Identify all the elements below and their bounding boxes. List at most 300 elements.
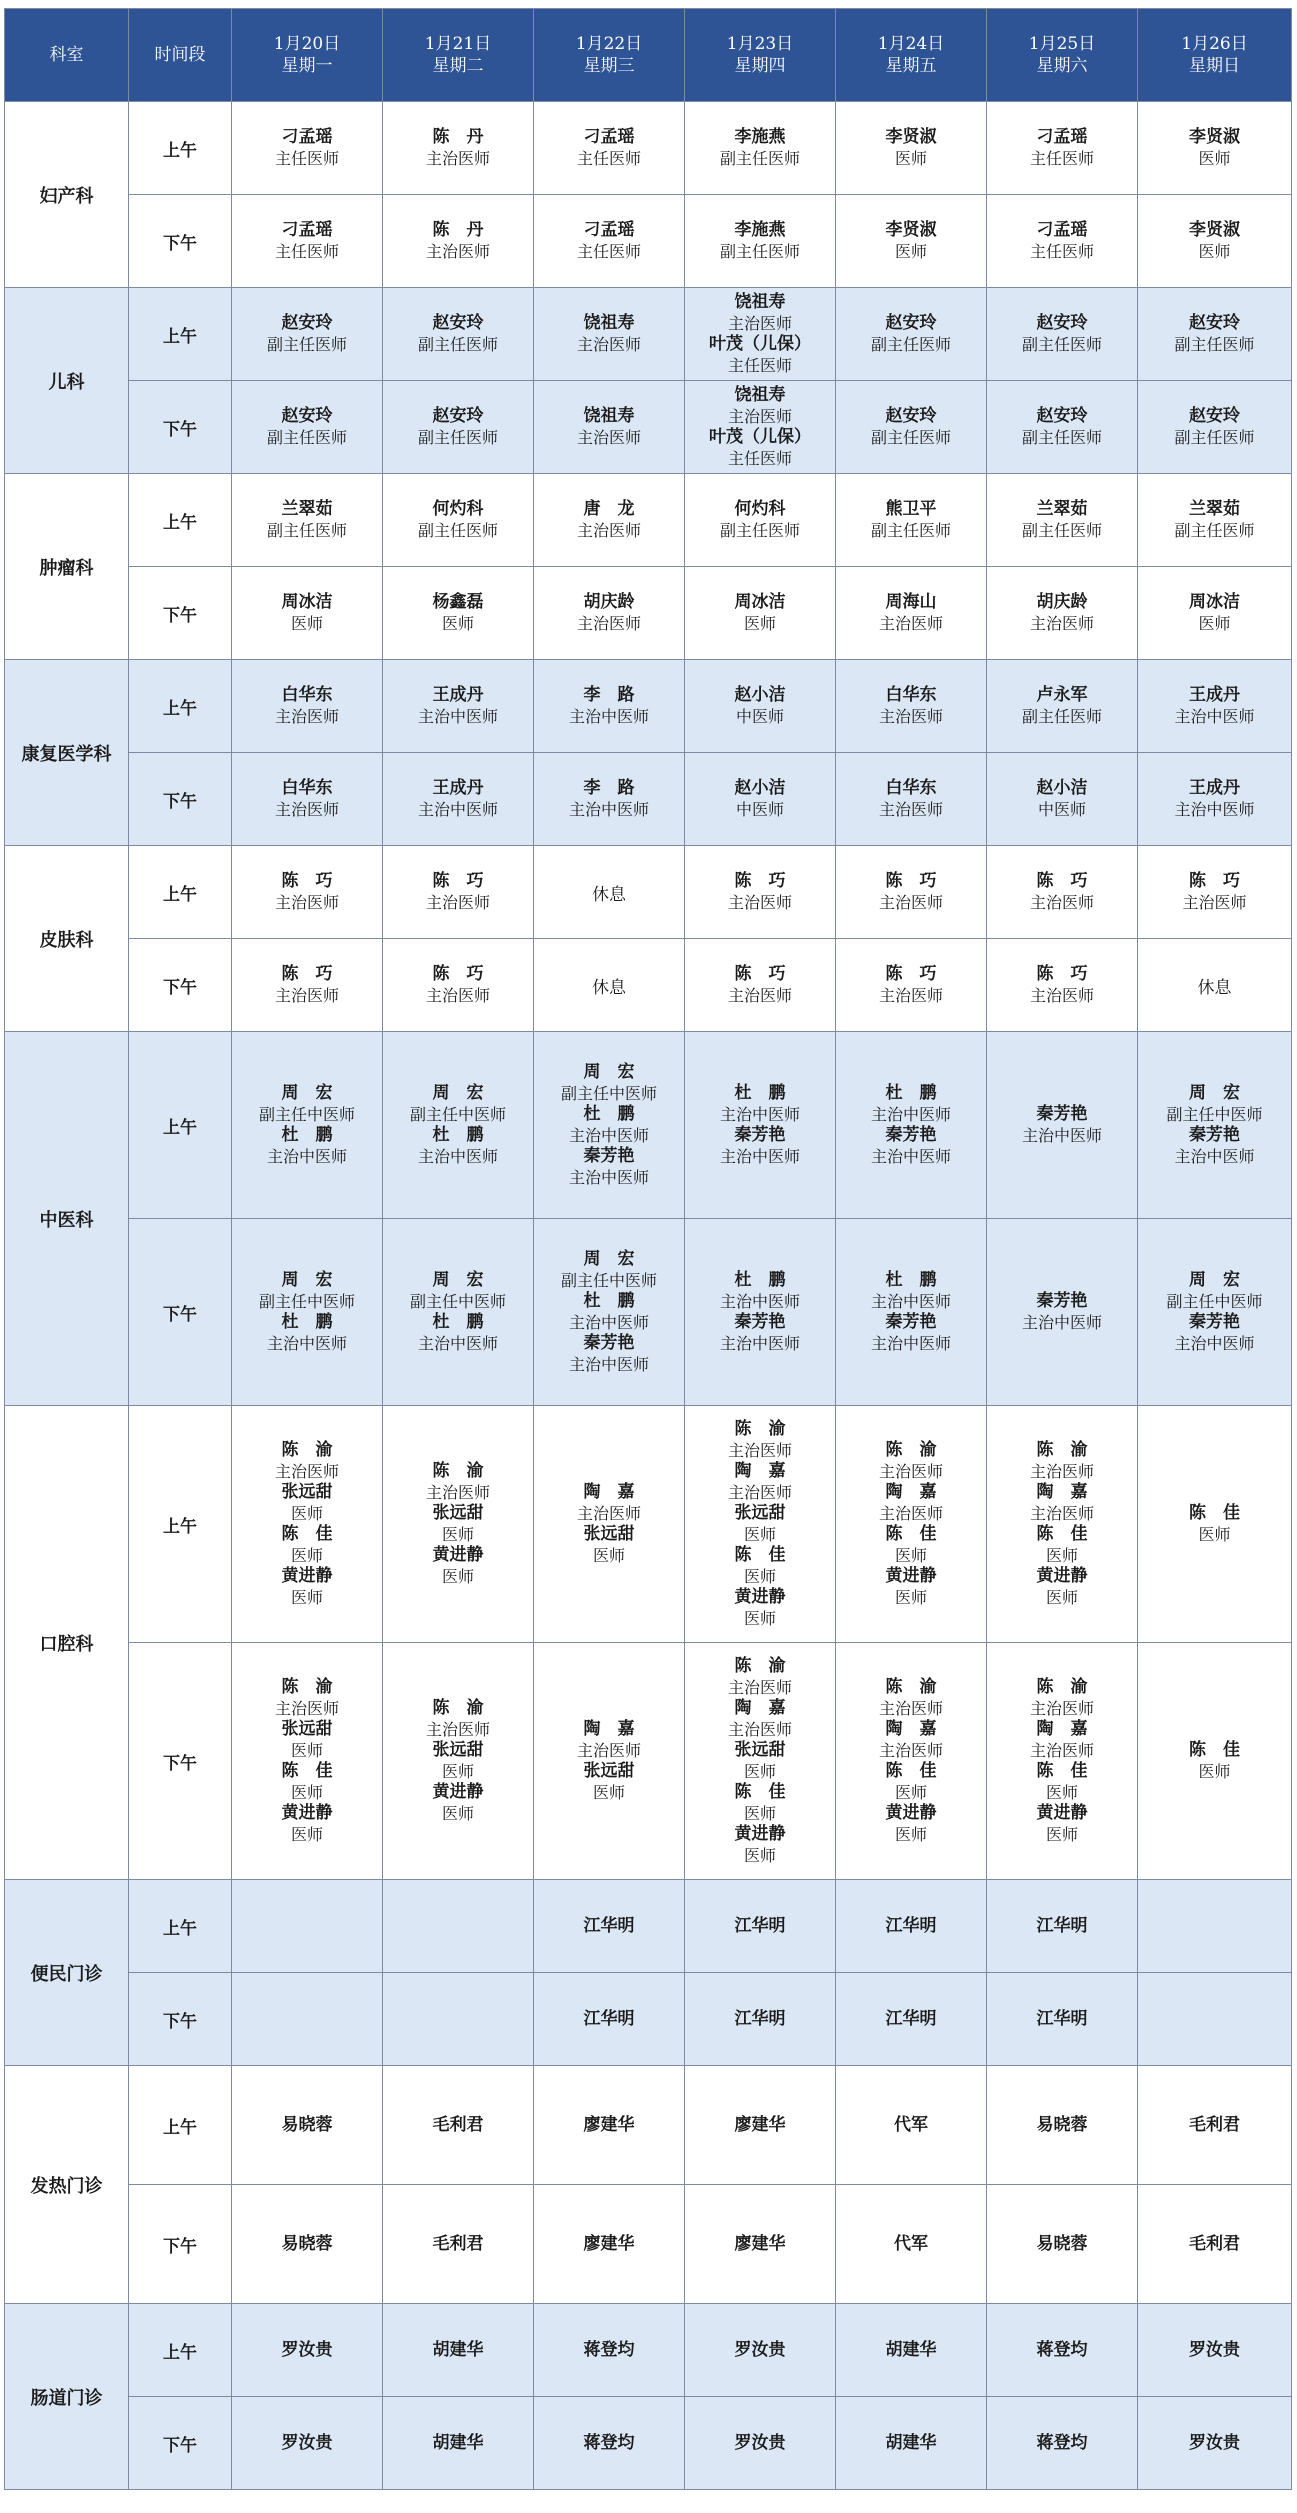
doctor-title: 副主任中医师 — [1166, 1292, 1263, 1311]
doctor-entry — [987, 1104, 1137, 1146]
header-day — [987, 9, 1138, 102]
doctor-title: 中医师 — [735, 707, 784, 726]
table-row — [5, 846, 1292, 939]
time-slot: 上午 — [129, 1032, 232, 1219]
doctor-entry — [383, 1545, 533, 1587]
doctor-entry — [232, 2115, 382, 2136]
doctor-entry — [383, 1125, 533, 1167]
doctor-name: 廖建华 — [583, 2233, 635, 2254]
schedule-cell — [534, 660, 685, 753]
doctor-name: 赵安玲 — [1036, 313, 1088, 333]
doctor-title: 医师 — [290, 1588, 323, 1607]
rest-label: 休息 — [592, 884, 626, 905]
doctor-entry — [534, 2009, 684, 2030]
doctor-entry — [836, 2009, 986, 2030]
department-name: 儿科 — [5, 288, 129, 474]
doctor-title: 主治中医师 — [1174, 1334, 1255, 1353]
doctor-name: 罗汝贵 — [281, 2432, 333, 2453]
doctor-title: 主治医师 — [576, 521, 641, 540]
doctor-name: 江华明 — [1036, 2008, 1088, 2029]
doctor-name: 刁孟瑶 — [1036, 127, 1088, 147]
doctor-entry — [685, 1083, 835, 1125]
time-slot: 上午 — [129, 1880, 232, 1973]
schedule-cell — [534, 2066, 685, 2185]
doctor-entry — [836, 964, 986, 1006]
schedule-table — [4, 8, 1292, 2490]
doctor-title: 医师 — [743, 1609, 776, 1628]
doctor-name: 陈 佳 — [1189, 1740, 1240, 1760]
doctor-entry — [232, 1677, 382, 1719]
doctor-name: 蒋登均 — [583, 2339, 635, 2360]
doctor-title: 副主任中医师 — [409, 1105, 506, 1124]
doctor-title: 医师 — [592, 1546, 625, 1565]
doctor-entry — [836, 685, 986, 727]
doctor-title: 医师 — [1198, 1525, 1231, 1544]
table-row — [5, 1973, 1292, 2066]
schedule-cell — [383, 1219, 534, 1406]
doctor-title: 医师 — [441, 1567, 474, 1586]
doctor-entry — [383, 592, 533, 634]
doctor-entry — [836, 1677, 986, 1719]
schedule-cell — [987, 195, 1138, 288]
schedule-cell — [836, 1880, 987, 1973]
doctor-title: 医师 — [743, 1804, 776, 1823]
schedule-cell — [685, 1406, 836, 1643]
schedule-cell — [383, 846, 534, 939]
doctor-entry — [685, 964, 835, 1006]
doctor-title: 副主任医师 — [417, 428, 498, 447]
doctor-title: 医师 — [743, 1846, 776, 1865]
doctor-name: 杜 鹏 — [432, 1312, 484, 1332]
header-weekday: 星期五 — [885, 56, 937, 76]
department-name: 皮肤科 — [5, 846, 129, 1032]
doctor-name: 杜 鹏 — [281, 1125, 333, 1145]
doctor-entry — [685, 1916, 835, 1937]
doctor-entry — [232, 406, 382, 448]
schedule-cell — [232, 2397, 383, 2490]
doctor-entry — [987, 2234, 1137, 2255]
doctor-entry — [836, 1803, 986, 1845]
doctor-name: 黄进静 — [1036, 1566, 1088, 1586]
schedule-cell — [1138, 474, 1292, 567]
doctor-title: 主治医师 — [727, 986, 792, 1005]
doctor-name: 周 宏 — [1189, 1270, 1240, 1290]
doctor-name: 李施燕 — [734, 127, 786, 147]
doctor-title: 主治医师 — [1029, 986, 1094, 1005]
time-slot: 下午 — [129, 195, 232, 288]
schedule-cell — [1138, 2304, 1292, 2397]
doctor-title: 医师 — [592, 1783, 625, 1802]
doctor-name: 陈 巧 — [281, 871, 333, 891]
schedule-cell — [383, 195, 534, 288]
doctor-name: 蒋登均 — [1036, 2339, 1088, 2360]
doctor-name: 赵安玲 — [885, 406, 937, 426]
doctor-name: 陶 嘉 — [885, 1482, 937, 1502]
doctor-name: 江华明 — [583, 2008, 635, 2029]
doctor-entry — [232, 1524, 382, 1566]
doctor-name: 陈 佳 — [281, 1761, 333, 1781]
table-row — [5, 288, 1292, 381]
doctor-title: 主治医师 — [878, 986, 943, 1005]
doctor-entry — [383, 1698, 533, 1740]
doctor-name: 秦芳艳 — [1036, 1291, 1088, 1311]
schedule-cell — [1138, 939, 1292, 1032]
header-day — [685, 9, 836, 102]
doctor-title: 主治医师 — [878, 893, 943, 912]
header-weekday: 星期日 — [1189, 56, 1240, 76]
doctor-entry — [987, 1440, 1137, 1482]
doctor-name: 陈 渝 — [1036, 1677, 1088, 1697]
header-row — [5, 9, 1292, 102]
schedule-cell — [685, 288, 836, 381]
doctor-entry — [232, 1803, 382, 1845]
schedule-cell — [383, 939, 534, 1032]
schedule-cell — [685, 753, 836, 846]
doctor-entry — [987, 220, 1137, 262]
doctor-name: 陈 巧 — [1189, 871, 1240, 891]
doctor-title: 副主任中医师 — [258, 1292, 355, 1311]
doctor-entry — [1138, 220, 1291, 262]
doctor-name: 饶祖寿 — [583, 406, 635, 426]
doctor-name: 陶 嘉 — [734, 1698, 786, 1718]
doctor-name: 代军 — [894, 2114, 928, 2135]
doctor-title: 主治医师 — [878, 1699, 943, 1718]
schedule-cell — [232, 939, 383, 1032]
doctor-name: 刁孟瑶 — [281, 220, 333, 240]
doctor-title: 副主任医师 — [719, 521, 800, 540]
schedule-cell — [534, 1032, 685, 1219]
doctor-entry — [987, 1291, 1137, 1333]
header-date: 1月23日 — [726, 34, 794, 54]
schedule-cell — [383, 474, 534, 567]
doctor-name: 杜 鹏 — [432, 1125, 484, 1145]
doctor-title: 医师 — [1198, 614, 1231, 633]
doctor-title: 主治中医师 — [568, 1126, 649, 1145]
doctor-name: 张远甜 — [734, 1740, 786, 1760]
schedule-cell — [534, 474, 685, 567]
table-row — [5, 381, 1292, 474]
doctor-entry — [685, 778, 835, 820]
schedule-cell — [232, 288, 383, 381]
doctor-name: 陶 嘉 — [583, 1719, 635, 1739]
time-slot: 下午 — [129, 753, 232, 846]
table-row — [5, 1880, 1292, 1973]
doctor-entry — [1138, 1312, 1291, 1354]
schedule-cell — [1138, 846, 1292, 939]
schedule-cell — [383, 2185, 534, 2304]
doctor-name: 叶茂（儿保） — [709, 427, 811, 447]
doctor-title: 副主任中医师 — [258, 1105, 355, 1124]
doctor-title: 主任医师 — [576, 242, 641, 261]
doctor-entry — [534, 220, 684, 262]
schedule-cell — [987, 1032, 1138, 1219]
doctor-entry — [232, 1719, 382, 1761]
doctor-entry — [685, 220, 835, 262]
doctor-title: 主治医师 — [274, 1699, 339, 1718]
doctor-title: 副主任医师 — [1174, 521, 1255, 540]
doctor-title: 主治医师 — [878, 1462, 943, 1481]
doctor-entry — [383, 406, 533, 448]
doctor-title: 中医师 — [1037, 800, 1086, 819]
doctor-title: 副主任医师 — [1021, 707, 1102, 726]
schedule-cell — [232, 846, 383, 939]
doctor-title: 主治医师 — [727, 893, 792, 912]
doctor-title: 主任医师 — [274, 242, 339, 261]
doctor-entry — [987, 1916, 1137, 1937]
schedule-cell — [1138, 195, 1292, 288]
doctor-title: 主治医师 — [274, 986, 339, 1005]
doctor-title: 副主任医师 — [417, 521, 498, 540]
doctor-entry — [534, 313, 684, 355]
doctor-name: 胡建华 — [432, 2339, 484, 2360]
doctor-entry — [836, 1312, 986, 1354]
doctor-entry — [836, 220, 986, 262]
schedule-cell — [534, 1406, 685, 1643]
doctor-title: 主治医师 — [425, 1720, 490, 1739]
doctor-name: 周 宏 — [281, 1270, 333, 1290]
doctor-entry — [534, 2340, 684, 2361]
doctor-title: 主任医师 — [727, 449, 792, 468]
doctor-title: 主治中医师 — [568, 800, 649, 819]
schedule-cell — [685, 660, 836, 753]
doctor-name: 陶 嘉 — [885, 1719, 937, 1739]
header-weekday: 星期四 — [734, 56, 786, 76]
schedule-cell — [1138, 2397, 1292, 2490]
doctor-entry — [836, 871, 986, 913]
schedule-cell — [534, 753, 685, 846]
doctor-entry — [987, 406, 1137, 448]
doctor-title: 主治医师 — [425, 986, 490, 1005]
doctor-entry — [534, 592, 684, 634]
doctor-name: 罗汝贵 — [281, 2339, 333, 2360]
schedule-cell — [836, 939, 987, 1032]
doctor-entry — [534, 1333, 684, 1375]
doctor-entry — [685, 1545, 835, 1587]
doctor-entry — [383, 2433, 533, 2454]
doctor-name: 陶 嘉 — [734, 1461, 786, 1481]
doctor-title: 主治中医师 — [719, 1292, 800, 1311]
schedule-cell — [836, 2066, 987, 2185]
doctor-name: 陈 佳 — [1036, 1524, 1088, 1544]
table-row — [5, 474, 1292, 567]
doctor-entry — [534, 499, 684, 541]
doctor-title: 主治中医师 — [568, 1168, 649, 1187]
doctor-title: 副主任医师 — [1021, 428, 1102, 447]
schedule-cell — [383, 2066, 534, 2185]
doctor-entry — [232, 1083, 382, 1125]
schedule-cell — [836, 1973, 987, 2066]
time-slot: 下午 — [129, 1973, 232, 2066]
doctor-title: 医师 — [441, 614, 474, 633]
doctor-title: 主治中医师 — [266, 1147, 347, 1166]
doctor-entry — [383, 1270, 533, 1312]
schedule-cell — [383, 660, 534, 753]
schedule-cell — [836, 660, 987, 753]
doctor-title: 医师 — [441, 1525, 474, 1544]
doctor-name: 廖建华 — [734, 2114, 786, 2135]
doctor-title: 主任医师 — [1029, 149, 1094, 168]
doctor-title: 主治中医师 — [568, 707, 649, 726]
doctor-name: 周 宏 — [281, 1083, 333, 1103]
doctor-name: 罗汝贵 — [1189, 2339, 1240, 2360]
department-name: 中医科 — [5, 1032, 129, 1406]
doctor-entry — [836, 1524, 986, 1566]
doctor-name: 唐 龙 — [583, 499, 635, 519]
doctor-entry — [685, 1698, 835, 1740]
schedule-cell — [1138, 1973, 1292, 2066]
doctor-title: 医师 — [441, 1762, 474, 1781]
schedule-cell — [1138, 660, 1292, 753]
schedule-cell — [232, 2304, 383, 2397]
doctor-name: 黄进静 — [734, 1824, 786, 1844]
doctor-name: 秦芳艳 — [1036, 1104, 1088, 1124]
doctor-name: 张远甜 — [281, 1719, 333, 1739]
doctor-name: 张远甜 — [583, 1524, 635, 1544]
doctor-entry — [232, 1566, 382, 1608]
doctor-name: 卢永军 — [1036, 685, 1088, 705]
doctor-name: 赵安玲 — [885, 313, 937, 333]
doctor-title: 医师 — [290, 1504, 323, 1523]
schedule-page — [4, 8, 1291, 2490]
doctor-name: 陈 佳 — [281, 1524, 333, 1544]
doctor-name: 兰翠茹 — [1189, 499, 1240, 519]
doctor-title: 主治医师 — [425, 149, 490, 168]
doctor-entry — [1138, 1740, 1291, 1782]
table-row — [5, 2304, 1292, 2397]
schedule-cell — [232, 381, 383, 474]
doctor-name: 刁孟瑶 — [281, 127, 333, 147]
doctor-title: 医师 — [1198, 1762, 1231, 1781]
schedule-cell — [1138, 381, 1292, 474]
doctor-name: 秦芳艳 — [734, 1312, 786, 1332]
doctor-entry — [987, 964, 1137, 1006]
doctor-entry — [383, 778, 533, 820]
schedule-cell — [1138, 1880, 1292, 1973]
schedule-cell — [685, 939, 836, 1032]
doctor-name: 杜 鹏 — [583, 1104, 635, 1124]
doctor-name: 江华明 — [1036, 1915, 1088, 1936]
doctor-name: 秦芳艳 — [885, 1312, 937, 1332]
doctor-title: 主治医师 — [1029, 1741, 1094, 1760]
schedule-cell — [232, 1219, 383, 1406]
doctor-entry — [685, 1312, 835, 1354]
doctor-name: 秦芳艳 — [583, 1333, 635, 1353]
schedule-cell — [685, 1880, 836, 1973]
time-slot: 上午 — [129, 846, 232, 939]
doctor-entry — [685, 1824, 835, 1866]
doctor-title: 副主任医师 — [266, 521, 347, 540]
doctor-title: 主治中医师 — [266, 1334, 347, 1353]
doctor-name: 胡建华 — [432, 2432, 484, 2453]
doctor-entry — [836, 1916, 986, 1937]
doctor-name: 王成丹 — [432, 778, 484, 798]
doctor-entry — [534, 1146, 684, 1188]
header-day — [534, 9, 685, 102]
doctor-title: 医师 — [743, 614, 776, 633]
doctor-title: 副主任医师 — [719, 242, 800, 261]
header-date: 1月22日 — [575, 34, 643, 54]
schedule-cell — [987, 2304, 1138, 2397]
schedule-cell — [1138, 1643, 1292, 1880]
doctor-name: 赵安玲 — [1036, 406, 1088, 426]
schedule-cell — [987, 660, 1138, 753]
doctor-entry — [232, 2234, 382, 2255]
schedule-cell — [987, 939, 1138, 1032]
doctor-entry — [685, 499, 835, 541]
doctor-title: 医师 — [894, 1588, 927, 1607]
header-weekday: 星期三 — [583, 56, 635, 76]
schedule-cell — [232, 1643, 383, 1880]
schedule-cell — [232, 195, 383, 288]
schedule-cell — [1138, 2185, 1292, 2304]
doctor-entry — [534, 2433, 684, 2454]
doctor-title: 主任医师 — [576, 149, 641, 168]
table-body — [5, 102, 1292, 2490]
doctor-name: 白华东 — [885, 778, 937, 798]
doctor-entry — [383, 1503, 533, 1545]
schedule-cell — [685, 2304, 836, 2397]
schedule-cell — [987, 381, 1138, 474]
schedule-cell — [685, 2185, 836, 2304]
doctor-entry — [685, 871, 835, 913]
doctor-name: 张远甜 — [583, 1761, 635, 1781]
doctor-title: 副主任中医师 — [560, 1271, 657, 1290]
doctor-title: 副主任中医师 — [560, 1084, 657, 1103]
schedule-cell — [1138, 1406, 1292, 1643]
doctor-title: 主治医师 — [274, 1462, 339, 1481]
doctor-entry — [685, 385, 835, 427]
doctor-name: 李贤淑 — [1189, 127, 1240, 147]
doctor-entry — [383, 964, 533, 1006]
table-row — [5, 1032, 1292, 1219]
doctor-entry — [232, 1761, 382, 1803]
doctor-name: 黄进静 — [885, 1803, 937, 1823]
schedule-cell — [232, 2066, 383, 2185]
doctor-name: 周 宏 — [432, 1083, 484, 1103]
doctor-name: 赵安玲 — [1189, 313, 1240, 333]
doctor-name: 兰翠茹 — [1036, 499, 1088, 519]
schedule-cell — [383, 288, 534, 381]
time-slot: 上午 — [129, 2304, 232, 2397]
doctor-entry — [1138, 2115, 1291, 2136]
doctor-entry — [383, 685, 533, 727]
doctor-title: 主治医师 — [1029, 1504, 1094, 1523]
doctor-name: 罗汝贵 — [734, 2432, 786, 2453]
doctor-title: 主治中医师 — [417, 707, 498, 726]
doctor-name: 陈 巧 — [885, 871, 937, 891]
doctor-name: 江华明 — [583, 1915, 635, 1936]
time-slot: 下午 — [129, 567, 232, 660]
doctor-name: 杜 鹏 — [734, 1083, 786, 1103]
table-row — [5, 195, 1292, 288]
schedule-cell — [1138, 102, 1292, 195]
header-weekday: 星期六 — [1036, 56, 1088, 76]
doctor-name: 张远甜 — [432, 1740, 484, 1760]
doctor-entry — [383, 1740, 533, 1782]
doctor-entry — [1138, 406, 1291, 448]
schedule-cell — [987, 2066, 1138, 2185]
doctor-name: 黄进静 — [1036, 1803, 1088, 1823]
doctor-name: 陈 丹 — [432, 220, 484, 240]
doctor-entry — [836, 406, 986, 448]
doctor-name: 黄进静 — [281, 1803, 333, 1823]
doctor-title: 副主任医师 — [1021, 521, 1102, 540]
doctor-name: 王成丹 — [432, 685, 484, 705]
table-row — [5, 2066, 1292, 2185]
doctor-name: 江华明 — [734, 1915, 786, 1936]
doctor-title: 主任医师 — [274, 149, 339, 168]
doctor-entry — [232, 1312, 382, 1354]
